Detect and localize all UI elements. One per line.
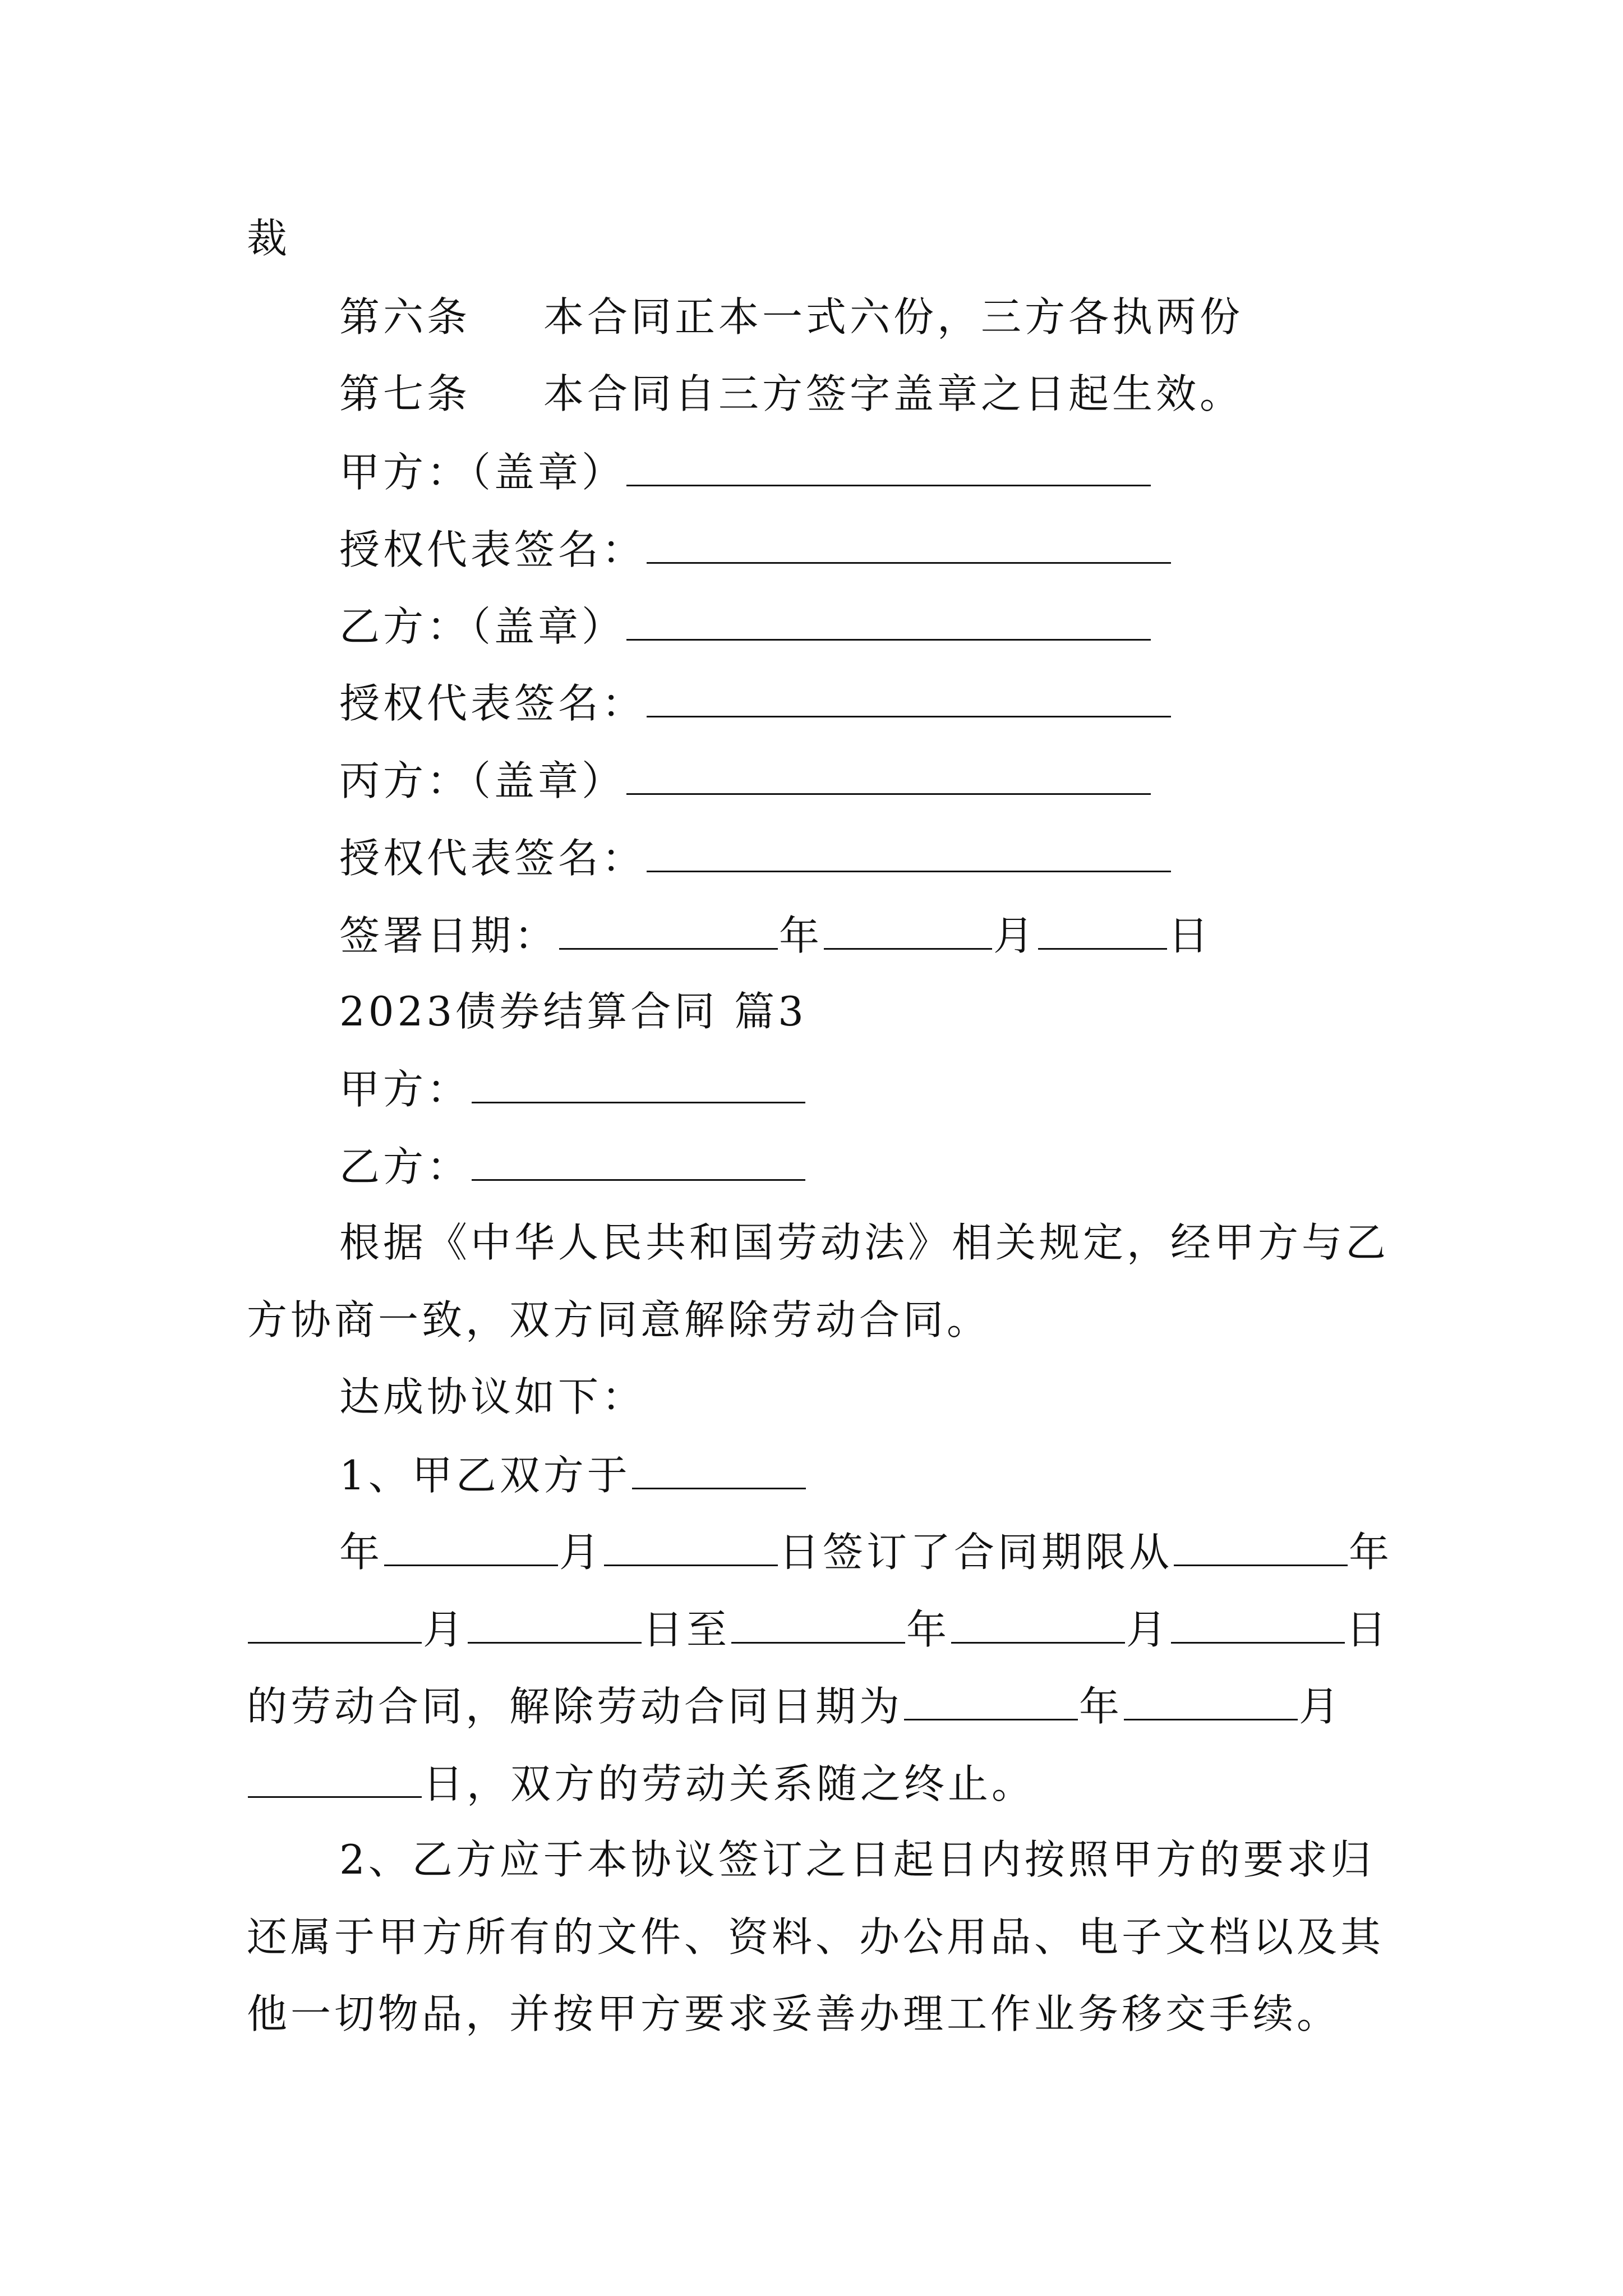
text: 月 <box>993 912 1038 959</box>
text: 还属于甲方所有的文件、资料、办公用品、电子文档以及其 <box>247 1913 1385 1961</box>
blank-field[interactable] <box>248 1755 422 1798</box>
heading-text: 2023债券结算合同 篇3 <box>339 988 807 1035</box>
text: 年 <box>1079 1683 1123 1730</box>
party-b-signature-line <box>339 674 1172 731</box>
label: 丙方：（盖章） <box>339 757 626 804</box>
blank-field[interactable] <box>626 752 1151 795</box>
text: 月 <box>1299 1683 1343 1730</box>
blank-field[interactable] <box>632 1446 806 1489</box>
label: 乙方：（盖章） <box>339 603 626 650</box>
blank-field[interactable] <box>904 1677 1078 1720</box>
text: 1、甲乙双方于 <box>339 1452 631 1499</box>
blank-field[interactable] <box>1174 1523 1348 1566</box>
blank-field[interactable] <box>824 907 992 950</box>
blank-field[interactable] <box>626 443 1151 486</box>
text: 方协商一致，双方同意解除劳动合同。 <box>247 1296 991 1343</box>
blank-field[interactable] <box>472 1138 805 1181</box>
termination-date-line <box>247 1755 1035 1812</box>
blank-field[interactable] <box>951 1600 1125 1644</box>
blank-field[interactable] <box>559 907 778 950</box>
termination-date-line <box>247 1677 1343 1734</box>
label: 签署日期： <box>339 912 559 959</box>
label: 授权代表签名： <box>339 526 646 573</box>
blank-field[interactable] <box>248 1600 422 1644</box>
contract-dates-line <box>247 1600 1390 1658</box>
text: 月 <box>559 1529 603 1576</box>
text: 日 <box>1168 912 1212 959</box>
text: 月 <box>1126 1606 1170 1653</box>
party-b-line <box>339 1138 806 1195</box>
text: 的劳动合同，解除劳动合同日期为 <box>247 1683 903 1730</box>
party-c-signature-line <box>339 829 1172 886</box>
blank-field[interactable] <box>1038 907 1167 950</box>
text: 年 <box>779 912 823 959</box>
contract-dates-line <box>339 1523 1393 1580</box>
text: 日至 <box>643 1606 731 1653</box>
blank-field[interactable] <box>731 1600 905 1644</box>
signing-date-line <box>339 907 1212 964</box>
section-heading <box>339 983 807 1039</box>
paragraph-line <box>339 1369 645 1425</box>
text: 日签订了合同期限从 <box>779 1529 1173 1576</box>
text: 年 <box>906 1606 951 1653</box>
text: 根据《中华人民共和国劳动法》相关规定，经甲方与乙 <box>339 1219 1390 1266</box>
clause-number: 第六条 <box>339 293 471 341</box>
clause-text: 本合同正本一式六份，三方各执两份 <box>543 293 1244 341</box>
blank-field[interactable] <box>384 1523 558 1566</box>
label: 甲方： <box>339 1066 471 1113</box>
party-a-seal-line <box>339 443 1152 500</box>
blank-field[interactable] <box>647 674 1171 717</box>
text: 他一切物品，并按甲方要求妥善办理工作业务移交手续。 <box>247 1990 1341 2037</box>
text: 日 <box>1346 1606 1390 1653</box>
blank-field[interactable] <box>1171 1600 1345 1644</box>
paragraph-line <box>339 1214 1389 1271</box>
blank-field[interactable] <box>468 1600 642 1644</box>
party-a-signature-line <box>339 521 1172 578</box>
paragraph-line <box>339 1832 1375 1888</box>
text-line <box>247 210 291 266</box>
text: 裁 <box>247 215 291 262</box>
text: 年 <box>1349 1529 1393 1576</box>
blank-field[interactable] <box>604 1523 778 1566</box>
item-one-line <box>339 1446 807 1503</box>
blank-field[interactable] <box>626 597 1151 641</box>
label: 乙方： <box>339 1143 471 1190</box>
clause-seven <box>339 366 1243 422</box>
label: 授权代表签名： <box>339 835 646 882</box>
blank-field[interactable] <box>1124 1677 1298 1720</box>
clause-number: 第七条 <box>339 370 471 417</box>
label: 授权代表签名： <box>339 680 646 727</box>
paragraph-line <box>247 1292 990 1348</box>
party-b-seal-line <box>339 597 1152 655</box>
party-a-line <box>339 1060 806 1117</box>
clause-text: 本合同自三方签字盖章之日起生效。 <box>543 370 1244 417</box>
text: 达成协议如下： <box>339 1373 646 1420</box>
text: 2、乙方应于本协议签订之日起日内按照甲方的要求归 <box>339 1836 1375 1883</box>
label: 甲方：（盖章） <box>339 449 626 496</box>
party-c-seal-line <box>339 752 1152 809</box>
blank-field[interactable] <box>472 1060 805 1103</box>
clause-six <box>339 289 1243 345</box>
text: 月 <box>423 1606 467 1653</box>
blank-field[interactable] <box>647 829 1171 872</box>
blank-field[interactable] <box>647 521 1171 564</box>
paragraph-line <box>247 1986 1340 2042</box>
text: 日，双方的劳动关系随之终止。 <box>423 1760 1036 1807</box>
text: 年 <box>339 1529 384 1576</box>
paragraph-line <box>247 1909 1384 1965</box>
